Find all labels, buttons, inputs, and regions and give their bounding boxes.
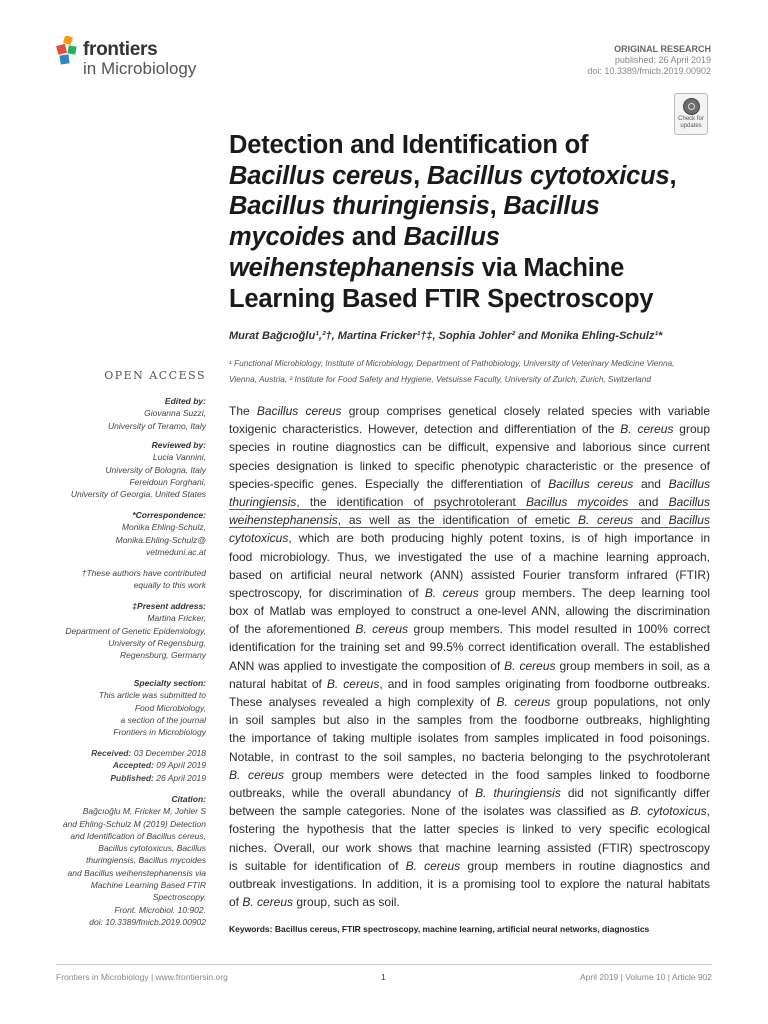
published-date-side (91, 772, 206, 784)
correspondence-name: Monika Ehling-Schulz, (121, 522, 206, 533)
accepted-date (91, 759, 206, 771)
citation-line: and Ehling-Schulz M (2019) Detection (62, 818, 206, 829)
date-value: 09 April 2019 (156, 760, 206, 771)
abstract-line-highlighted: weihenstephanensis, as well as the identification of emetic B. cereus and Bacillus (229, 513, 710, 528)
footer-divider (56, 964, 712, 965)
note-line: †These authors have contributed (81, 568, 206, 578)
received-date (91, 747, 206, 759)
footer-journal-link[interactable]: Frontiers in Microbiology | www.frontiersin.org (56, 972, 228, 982)
abstract-line: species designation is linked to specific phenotypic characteristic or the presence of (229, 458, 710, 473)
title-line: Learning Based FTIR Spectroscopy (229, 284, 654, 313)
date-label: Accepted: (112, 760, 154, 771)
reviewer-line: University of Georgia, United States (70, 489, 206, 500)
present-address-heading: ‡Present address: (132, 601, 206, 611)
abstract-line: species in routine diagnostics can be difficult, expensive and laborious since current (229, 440, 710, 455)
title-line: Detection and Identification of (229, 131, 589, 159)
reviewer-line: University of Bologna, Italy (105, 464, 206, 475)
citation-section (63, 793, 206, 928)
specialty-line: Food Microbiology, (134, 702, 206, 713)
abstract-line-highlighted: thuringiensis, the identification of psychrotolerant Bacillus mycoides and Bacillus (229, 494, 710, 509)
edited-by-section (108, 395, 206, 432)
citation-line: Machine Learning Based FTIR (90, 880, 206, 891)
reviewed-by-section (71, 439, 206, 500)
address-line: Regensburg, Germany (120, 650, 206, 661)
journal-name: frontiers (83, 39, 158, 60)
abstract-line: Notable, in contrast to the soil samples, no bacteria belonging to the psychrotolerant (229, 749, 710, 764)
abstract-line: These analyses revealed a high complexity of B. cereus group populations, not only (229, 695, 710, 709)
abstract-line: niches. Overall, our work shows that machine learning assisted (FTIR) spectroscopy (229, 840, 710, 855)
abstract-line: based on artificial neural network (ANN) assisted Fourier transform infrared (FTIR) (229, 567, 710, 582)
citation-heading: Citation: (171, 794, 206, 804)
citation-line: Bağcıoğlu M, Fricker M, Johler S (82, 806, 206, 817)
abstract-line: outbreaks, while the overall abundancy of B. thuringiensis did not significantly differ (229, 785, 711, 800)
specialty-line: a section of the journal (120, 714, 206, 725)
frontiers-logo-icon (56, 36, 82, 66)
dates-section (91, 747, 206, 784)
check-updates-label: Check for updates (678, 116, 704, 129)
correspondence-heading: *Correspondence: (132, 510, 206, 520)
abstract-line: outbreak investigations. In addition, it is a promising tool to explore the natural habitats (229, 876, 710, 891)
footer-volume: April 2019 | Volume 10 | Article 902 (580, 972, 712, 982)
note-line: equally to this work (133, 580, 206, 591)
correspondence-email[interactable]: vetmeduni.ac.at (145, 546, 206, 557)
abstract-line: natural habitat of B. cereus, and in food samples originating from foodborne outbreaks. (229, 676, 710, 691)
address-line: Martina Fricker, (147, 613, 206, 624)
abstract-line: is suitable for identification of B. cereus group members in routine diagnostics and (229, 858, 710, 873)
published-date: published: 26 April 2019 (614, 55, 711, 65)
reviewer-line: Fereidoun Forghani, (129, 476, 206, 487)
citation-line: Spectroscopy. (152, 892, 206, 903)
edited-by-heading: Edited by: (164, 396, 206, 406)
keywords (229, 924, 649, 934)
check-for-updates-badge[interactable] (674, 93, 708, 135)
affiliation-line: ¹ Functional Microbiology, Institute of Microbiology, Department of Pathobiology, University of Veterinary Medicine Vienna, (229, 358, 675, 368)
citation-line: and Identification of Bacillus cereus, (70, 830, 206, 841)
editor-name: Giovanna Suzzi, (144, 408, 206, 419)
abstract-line: of the aforementioned B. cereus group members. This model resulted in 100% correct (229, 622, 710, 637)
date-value: 26 April 2019 (156, 772, 206, 783)
abstract-line: fostering the hypothesis that the latter species is linked to very specific ecological (229, 822, 710, 837)
author-list[interactable]: Murat Bağcıoğlu¹,²†, Martina Fricker¹†‡, Sophia Johler² and Monika Ehling-Schulz¹* (229, 330, 663, 342)
abstract-line: ANN was applied to investigate the composition of B. cereus group members in soil, as a (229, 658, 710, 673)
abstract (229, 402, 710, 911)
date-label: Published: (110, 772, 154, 783)
abstract-line: species-specific genes. Especially the differentiation of Bacillus cereus and Bacillus (229, 476, 710, 491)
keywords-label: Keywords: (229, 924, 273, 934)
abstract-line: spectroscopy, for discrimination of B. cereus group members. The deep learning tool (229, 585, 710, 600)
citation-line: Front. Microbiol. 10:902. (114, 904, 206, 915)
affiliations (229, 355, 709, 387)
reviewer-line: Lucia Vannini, (152, 452, 206, 463)
bookmark-icon (683, 98, 700, 115)
abstract-line: identification for the training set and 99.5% correct identification overall. The established (229, 640, 710, 655)
abstract-line: of B. cereus group, such as soil. (229, 895, 400, 910)
title-line: weihenstephanensis via Machine (229, 253, 625, 282)
title-line: Bacillus cereus, Bacillus cytotoxicus, (229, 161, 677, 190)
abstract-line: cytotoxicus, which are both producing highly potent toxins, is of high importance in (229, 531, 710, 546)
editor-affiliation: University of Teramo, Italy (108, 420, 206, 431)
date-value: 03 December 2018 (133, 748, 206, 758)
specialty-line: This article was submitted to (98, 690, 206, 701)
keywords-list: Bacillus cereus, FTIR spectroscopy, machine learning, artificial neural networks, diagnostics (274, 924, 650, 934)
open-access-label: OPEN ACCESS (104, 369, 206, 382)
abstract-line: box of Matlab was employed to construct a one-level ANN, allowing the discrimination (229, 604, 710, 619)
affiliation-line: Vienna, Austria, ² Institute for Food Safety and Hygiene, Vetsuisse Faculty, University of Zurich, Zurich, Switzerland (229, 374, 651, 384)
citation-doi[interactable]: doi: 10.3389/fmicb.2019.00902 (89, 916, 206, 927)
abstract-line: The Bacillus cereus group comprises genetical closely related species with variable (229, 404, 711, 418)
equal-contribution-note (82, 567, 206, 592)
article-type: ORIGINAL RESEARCH (614, 44, 711, 54)
citation-line: thuringiensis, Bacillus mycoides (86, 855, 206, 866)
abstract-line: the importance of taking multiple isolates from samples implicated in food poisonings. (229, 731, 710, 746)
abstract-line: B. cereus group members were detected in the food samples linked to foodborne (229, 767, 710, 782)
abstract-line: toxigenic characteristics. However, detection and differentiation of the B. cereus group (229, 422, 710, 437)
address-line: Department of Genetic Epidemiology, (65, 625, 206, 636)
present-address-section (65, 600, 206, 661)
title-line: Bacillus thuringiensis, Bacillus (229, 192, 600, 221)
reviewed-by-heading: Reviewed by: (151, 440, 206, 450)
article-title (229, 130, 709, 314)
citation-line: and Bacillus weihenstephanensis via (67, 867, 206, 878)
title-line: mycoides and Bacillus (229, 223, 500, 252)
abstract-line: between the sample categories. None of the isolates was classified as B. cytotoxicus, (229, 804, 710, 819)
specialty-heading: Specialty section: (133, 678, 206, 688)
abstract-line: in soil samples but also in the samples from the foodborne outbreaks, highlighting (229, 713, 710, 728)
date-label: Received: (91, 748, 132, 758)
journal-subname: in Microbiology (83, 59, 197, 78)
page-number: 1 (381, 972, 386, 982)
article-doi[interactable]: doi: 10.3389/fmicb.2019.00902 (587, 66, 711, 76)
specialty-section (99, 677, 206, 738)
article-meta (587, 44, 711, 77)
address-line: University of Regensburg, (108, 637, 206, 648)
journal-logo[interactable] (56, 36, 226, 80)
correspondence-section (116, 509, 206, 558)
citation-line: Bacillus cytotoxicus, Bacillus (98, 843, 206, 854)
correspondence-email[interactable]: Monika.Ehling-Schulz@ (115, 534, 206, 545)
specialty-line: Frontiers in Microbiology (113, 727, 206, 738)
abstract-line: food microbiology. Thus, we investigated the use of a machine learning approach, (229, 549, 710, 564)
